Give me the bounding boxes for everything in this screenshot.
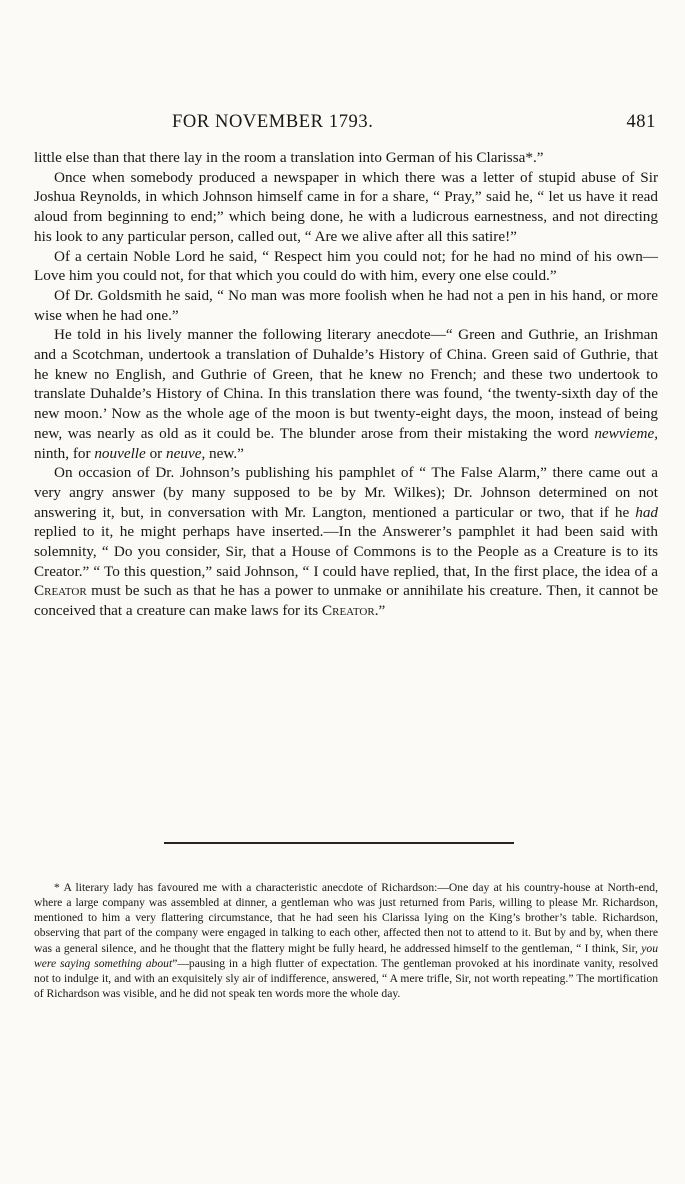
- text-span: replied to it, he might perhaps have inserted.—In the Answerer’s pamphlet it had been said with solemnity, “ Do you consider, Sir, that a House of Commons is to the People as a Creature is to its Creator.” “ To this question,” said Johnson, “ I could have replied, that, In the first place, the idea of a: [34, 523, 658, 580]
- running-head: FOR NOVEMBER 1793.: [172, 112, 374, 132]
- italic-word: had: [635, 503, 658, 521]
- text-span: or: [145, 444, 167, 462]
- paragraph-reynolds-newspaper: Once when somebody produced a newspaper in which there was a letter of stupid abuse of Sir Joshua Reynolds, in which Johnson himself came in for a share, “ Pray,” said he, “ let us have it read aloud from beginning to end;” which being done, he with a ludicrous earnestness, and not directing his look to any particular person, called out, “ Are we alive after all this satire!”: [34, 168, 658, 245]
- page-header: [36, 112, 656, 138]
- italic-word: neuve: [166, 444, 202, 462]
- footnote: [34, 880, 658, 1001]
- main-text: [34, 148, 658, 621]
- text-span: , ninth, for: [34, 424, 658, 462]
- paragraph-goldsmith: Of Dr. Goldsmith he said, “ No man was more foolish when he had not a pen in his hand, or more wise when he had one.”: [34, 286, 658, 324]
- small-caps-word: Creator: [34, 582, 87, 600]
- text-span: ”—pausing in a high flutter of expectation. The gentleman provoked at his inordinate vanity, resolved not to indulge it, and with an exquisitely sly air of indifference, answered, “ A mere trifle, Sir, not worth repeating.” The mortification of Richardson was visible, and he did not speak ten words more the whole day.: [34, 956, 659, 1001]
- small-caps-word: Creator: [322, 602, 375, 620]
- paragraph-false-alarm: [34, 463, 658, 621]
- footnote-paragraph: [34, 880, 658, 1001]
- text-span: On occasion of Dr. Johnson’s publishing his pamphlet of “ The False Alarm,” there came out a very angry answer (by many supposed to be by Mr. Wilkes); Dr. Johnson determined on not answering it, but, in conversation with Mr. Langton, mentioned a particular or two, that if he: [34, 464, 658, 521]
- text-span: * A literary lady has favoured me with a characteristic anecdote of Richardson:—One day at his country-house at North-end, where a large company was assembled at dinner, a gentleman who was just returned from Paris, willing to please Mr. Richardson, mentioned to him a very flattering circumstance, that he had seen his Clarissa lying on the King’s brother’s table. Richardson, observing that part of the company were engaged in talking to each other, affected then not to attend to it. But by and by, when there was a general silence, and he thought that the flattery might be fully heard, he addressed himself to the gentleman, “ I think, Sir,: [34, 881, 658, 955]
- text-span: , new.”: [201, 444, 244, 462]
- page-number: 481: [626, 112, 656, 132]
- text-span: must be such as that he has a power to unmake or annihilate his creature. Then, it cannot be conceived that a creature can make laws for its: [34, 582, 658, 620]
- text-span: .”: [374, 602, 386, 620]
- paragraph-noble-lord: Of a certain Noble Lord he said, “ Respect him you could not; for he had no mind of his own—Love him you could not, for that which you could do with him, every one else could.”: [34, 247, 658, 285]
- italic-phrase: you were saying something about: [34, 941, 658, 970]
- paragraph-green-guthrie: [34, 325, 658, 463]
- italic-word: nouvelle: [94, 444, 146, 462]
- paragraph-continuation: little else than that there lay in the room a translation into German of his Clarissa*.”: [34, 149, 544, 166]
- text-span: He told in his lively manner the following literary anecdote—“ Green and Guthrie, an Irishman and a Scotchman, undertook a translation of Duhalde’s History of China. Green said of Guthrie, that he knew no English, and Guthrie of Green, that he knew no French; and these two undertook to translate Duhalde’s History of China. In this translation there was found, ‘the twenty-sixth day of the new moon.’ Now as the whole age of the moon is but twenty-eight days, the moon, instead of being new, was nearly as old as it could be. The blunder arose from their mistaking the word: [34, 326, 658, 442]
- section-divider: [164, 842, 514, 844]
- italic-word: newvieme: [594, 424, 655, 442]
